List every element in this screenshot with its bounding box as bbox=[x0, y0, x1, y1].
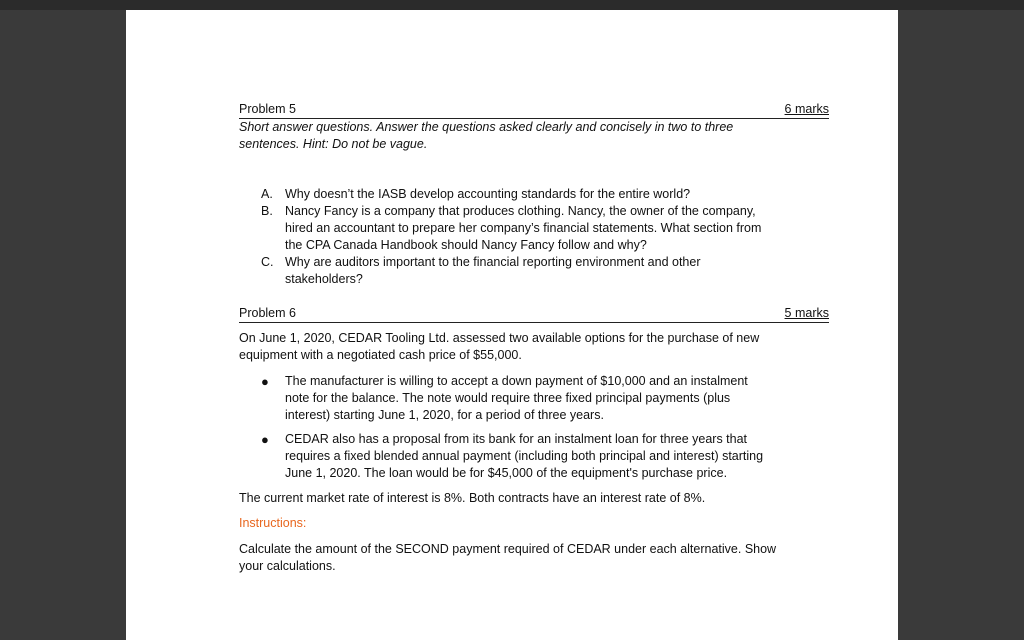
problem5-title: Problem 5 bbox=[239, 102, 296, 116]
question-c-line2: stakeholders? bbox=[285, 272, 363, 286]
bullet-2-line1: CEDAR also has a proposal from its bank for an instalment loan for three years that bbox=[285, 432, 748, 446]
problem5-intro-line2: sentences. Hint: Do not be vague. bbox=[239, 137, 428, 151]
bullet-1-line2: note for the balance. The note would require three fixed principal payments (plus bbox=[285, 391, 731, 405]
bullet-1-line1: The manufacturer is willing to accept a down payment of $10,000 and an instalment bbox=[285, 374, 748, 388]
market-rate-text: The current market rate of interest is 8%. Both contracts have an interest rate of 8%. bbox=[239, 491, 706, 505]
problem5-marks: 6 marks bbox=[784, 102, 829, 116]
problem6-intro-line1: On June 1, 2020, CEDAR Tooling Ltd. assessed two available options for the purchase of new bbox=[239, 331, 760, 345]
window-top-bar bbox=[0, 0, 1024, 10]
bullet-2-line3: June 1, 2020. The loan would be for $45,000 of the equipment's purchase price. bbox=[285, 466, 728, 480]
document-page bbox=[126, 10, 898, 640]
question-b-line3: the CPA Canada Handbook should Nancy Fancy follow and why? bbox=[285, 238, 647, 252]
question-a-label: A. bbox=[261, 187, 273, 201]
instructions-line1: Calculate the amount of the SECOND payment required of CEDAR under each alternative. Show bbox=[239, 542, 777, 556]
question-c-label: C. bbox=[261, 255, 274, 269]
problem6-intro-line2: equipment with a negotiated cash price of $55,000. bbox=[239, 348, 522, 362]
problem5-header bbox=[239, 101, 829, 119]
bullet-1-line3: interest) starting June 1, 2020, for a period of three years. bbox=[285, 408, 604, 422]
problem6-title: Problem 6 bbox=[239, 306, 296, 320]
bullet-icon: ● bbox=[261, 374, 269, 389]
question-c-line1: Why are auditors important to the financial reporting environment and other bbox=[285, 255, 701, 269]
question-b-line1: Nancy Fancy is a company that produces clothing. Nancy, the owner of the company, bbox=[285, 204, 756, 218]
instructions-heading: Instructions: bbox=[239, 516, 307, 530]
bullet-icon: ● bbox=[261, 432, 269, 447]
question-b-line2: hired an accountant to prepare her company’s financial statements. What section from bbox=[285, 221, 762, 235]
bullet-2-line2: requires a fixed blended annual payment (including both principal and interest) starting bbox=[285, 449, 764, 463]
problem6-marks: 5 marks bbox=[784, 306, 829, 320]
problem5-intro-line1: Short answer questions. Answer the questions asked clearly and concisely in two to three bbox=[239, 120, 734, 134]
problem6-header bbox=[239, 305, 829, 323]
question-b-label: B. bbox=[261, 204, 273, 218]
question-a-line1: Why doesn’t the IASB develop accounting standards for the entire world? bbox=[285, 187, 691, 201]
instructions-line2: your calculations. bbox=[239, 559, 336, 573]
